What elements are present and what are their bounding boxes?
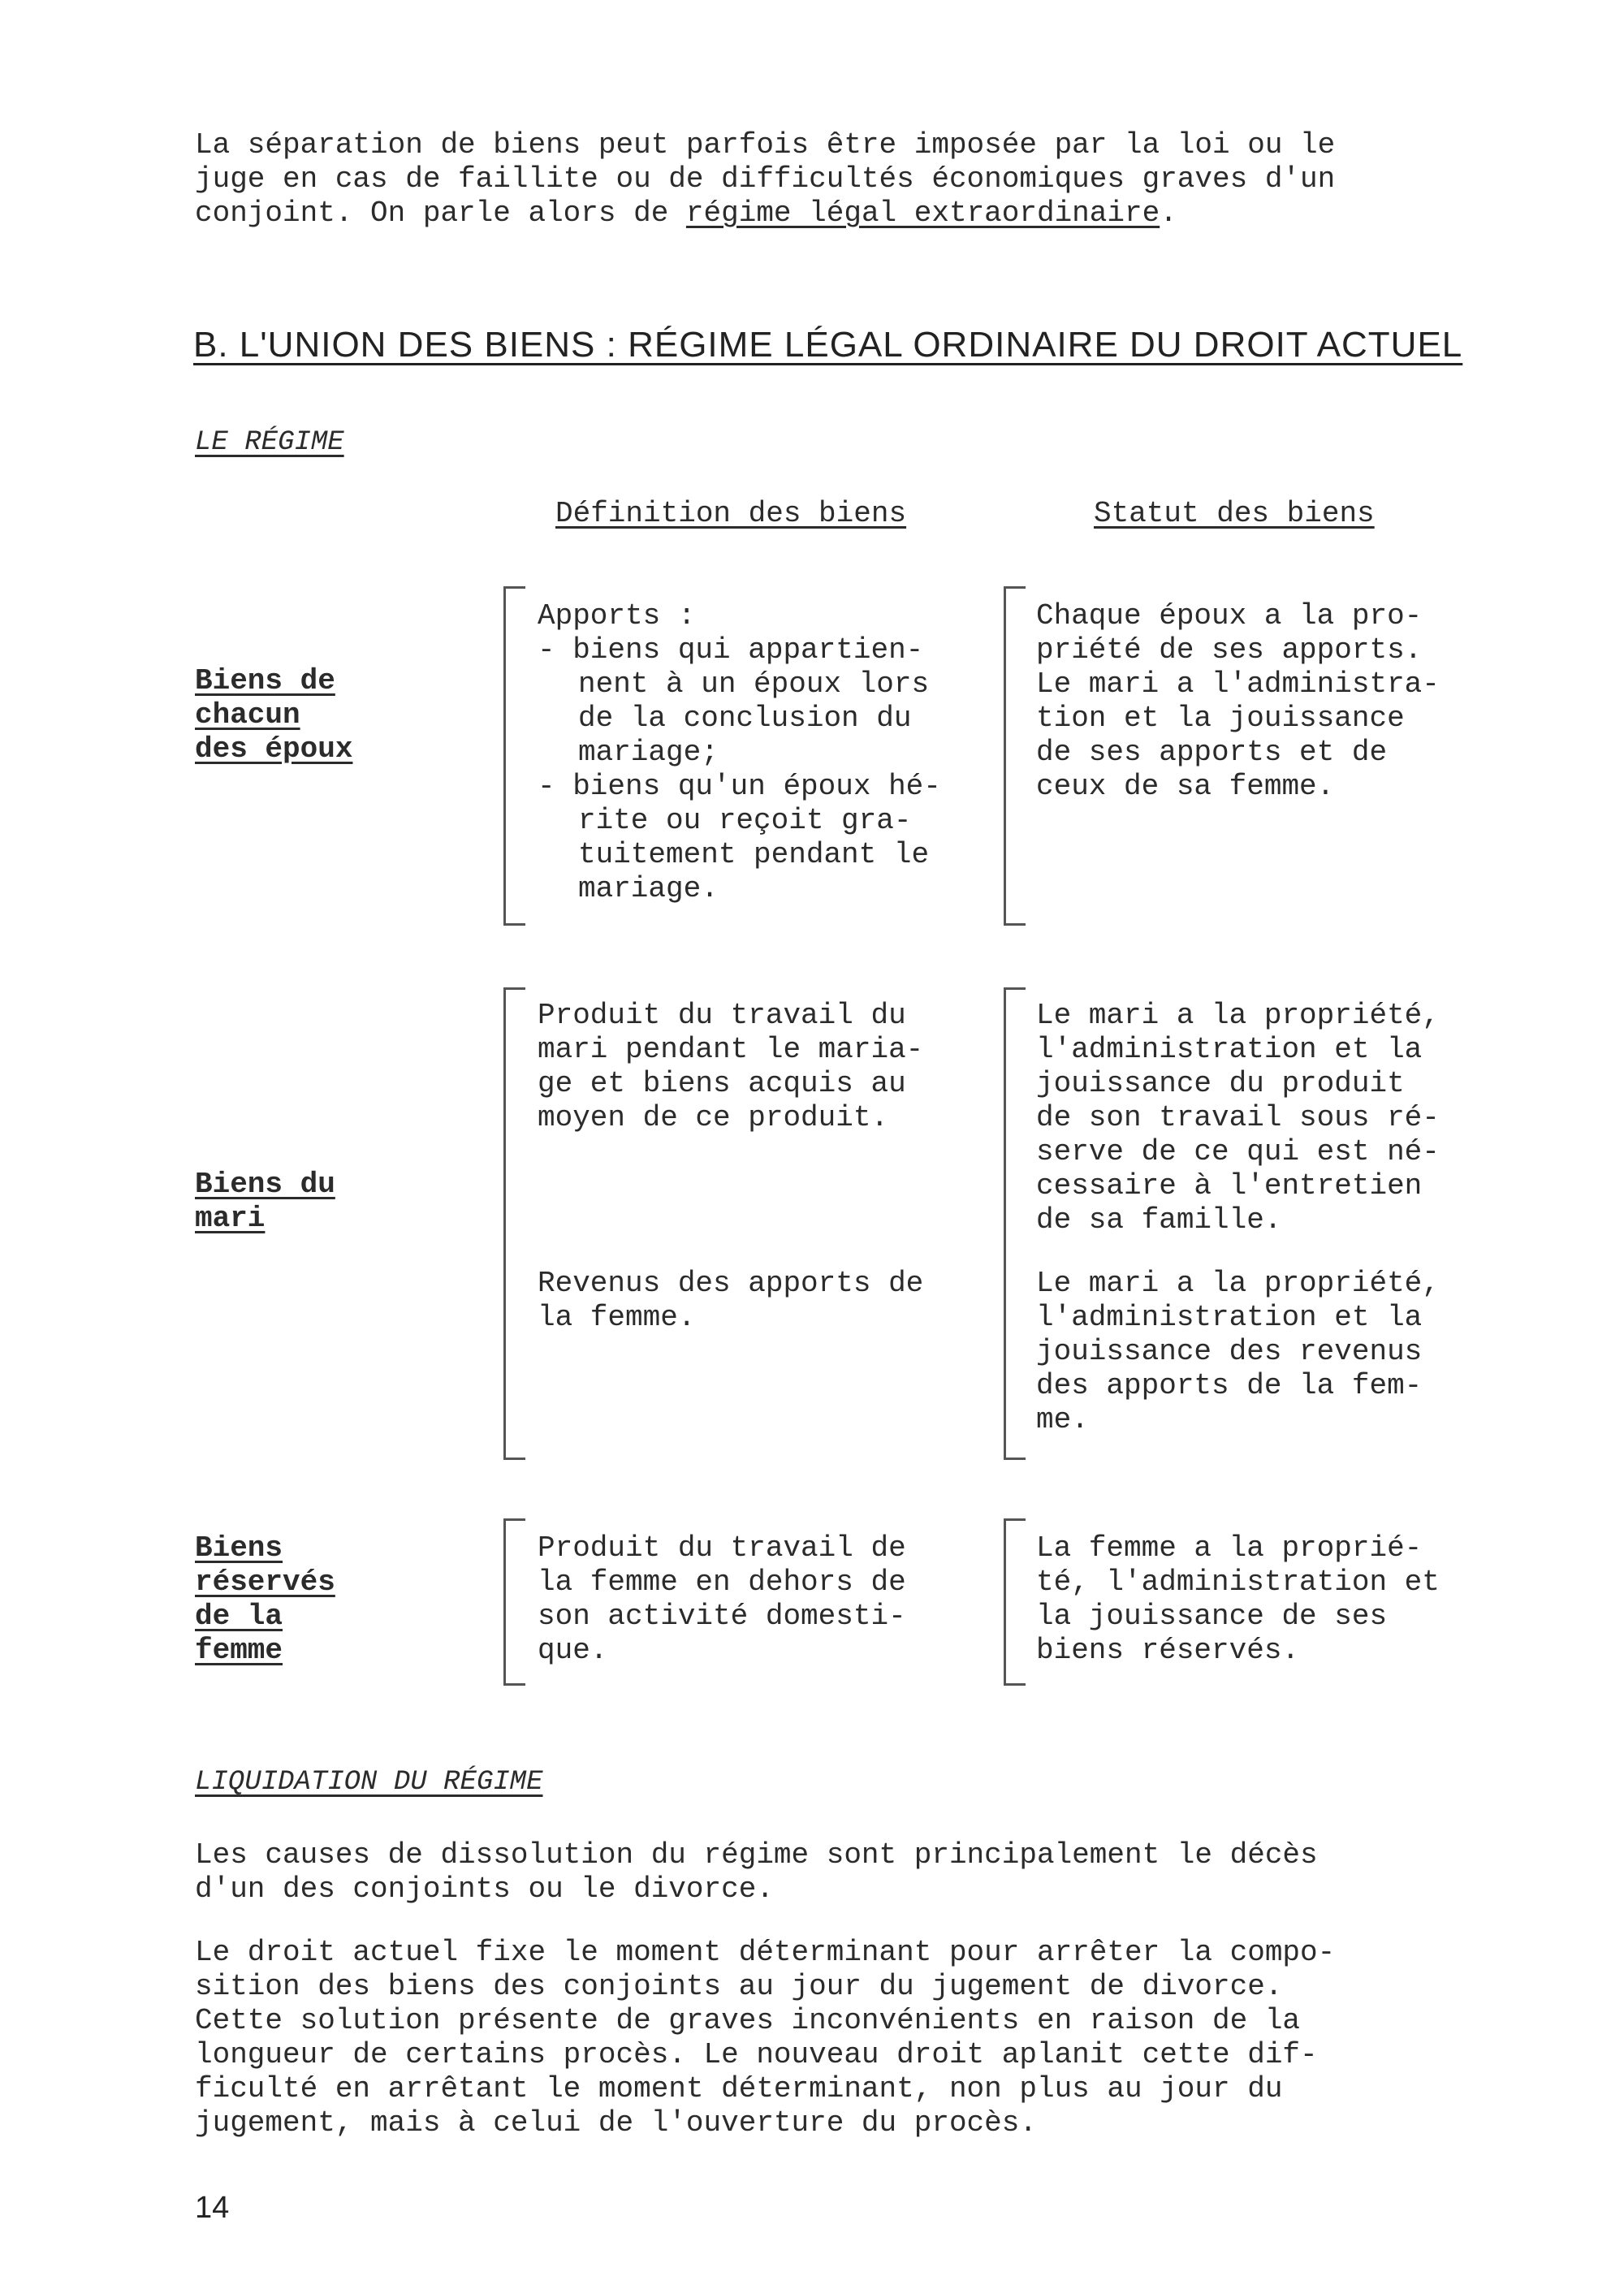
row-label-biens-epoux: [195, 664, 352, 767]
definition-text: Produit du travail de la femme en dehors de son activité domesti- que.: [538, 1531, 906, 1667]
row-label-biens-reserves: [195, 1531, 335, 1668]
intro-text: La séparation de biens peut parfois être imposée par la loi ou le juge en cas de faillite ou de difficultés économiques graves d'un conjoint. On parle alors de: [195, 128, 1336, 230]
statut-text: La femme a la proprié- té, l'administration et la jouissance de ses biens réservés.: [1036, 1531, 1440, 1667]
statut-text: Chaque époux a la pro- priété de ses apports. Le mari a l'administra- tion et la jouissance de ses apports et de ceux de sa femme.: [1036, 599, 1440, 803]
bracket-definition-row2: [503, 987, 525, 1460]
column-header-definition: Définition des biens: [555, 497, 907, 530]
intro-paragraph: [195, 128, 1494, 231]
row-label-text: Biens de chacun des époux: [195, 664, 353, 766]
statut-cell-row2b: [1036, 1267, 1507, 1437]
definition-intro: Apports :: [538, 599, 696, 633]
statut-cell-row2a: [1036, 999, 1507, 1237]
row-label-text: Biens du mari: [195, 1168, 335, 1235]
paragraph-dissolution: Les causes de dissolution du régime sont principalement le décès d'un des conjoints ou le divorce.: [195, 1838, 1318, 1906]
subheading-regime: LE RÉGIME: [195, 427, 344, 458]
bracket-definition-row1: [503, 586, 525, 926]
definition-cell-row2b: [538, 1267, 1009, 1335]
column-header-statut: Statut des biens: [1094, 497, 1375, 530]
definition-item: - biens qu'un époux hé- rite ou reçoit gra- tuitement pendant le mariage.: [538, 770, 941, 905]
statut-text: Le mari a la propriété, l'administration et la jouissance du produit de son travail sous ré- serve de ce qui est né- cessaire à l'entretien de sa famille.: [1036, 999, 1440, 1237]
intro-underlined-term: régime légal extraordinaire: [685, 197, 1160, 230]
definition-text: Produit du travail du mari pendant le maria- ge et biens acquis au moyen de ce produit.: [538, 999, 924, 1134]
row-label-biens-mari: [195, 1168, 335, 1236]
bracket-statut-row3: [1004, 1518, 1026, 1686]
statut-cell-row1: [1036, 599, 1507, 804]
row-label-text: Biens réservés de la femme: [195, 1531, 335, 1667]
paragraph-droit-actuel: Le droit actuel fixe le moment déterminant pour arrêter la compo- sition des biens des conjoints au jour du jugement de divorce. Cette solution présente de graves inconvénients en raison de la longueur de certains procès. Le nouveau droit aplanit cette dif- ficulté en arrêtant le moment déterminant, non plus au jour du jugement, mais à celui de l'ouverture du procès.: [195, 1936, 1336, 2140]
bracket-statut-row2: [1004, 987, 1026, 1460]
page-number: 14: [195, 2191, 230, 2225]
statut-text: Le mari a la propriété, l'administration et la jouissance des revenus des apports de la fem- me.: [1036, 1267, 1440, 1436]
definition-text: Revenus des apports de la femme.: [538, 1267, 924, 1334]
definition-cell-row3: [538, 1531, 1009, 1668]
section-heading: B. L'UNION DES BIENS : RÉGIME LÉGAL ORDINAIRE DU DROIT ACTUEL: [193, 325, 1463, 365]
subheading-liquidation: LIQUIDATION DU RÉGIME: [195, 1767, 543, 1798]
bracket-definition-row3: [503, 1518, 525, 1686]
statut-cell-row3: [1036, 1531, 1507, 1668]
definition-item: - biens qui appartien- nent à un époux lors de la conclusion du mariage;: [538, 633, 930, 769]
bracket-statut-row1: [1004, 586, 1026, 926]
intro-text-end: .: [1160, 197, 1177, 230]
definition-cell-row1: [538, 599, 1009, 906]
definition-cell-row2a: [538, 999, 1009, 1135]
